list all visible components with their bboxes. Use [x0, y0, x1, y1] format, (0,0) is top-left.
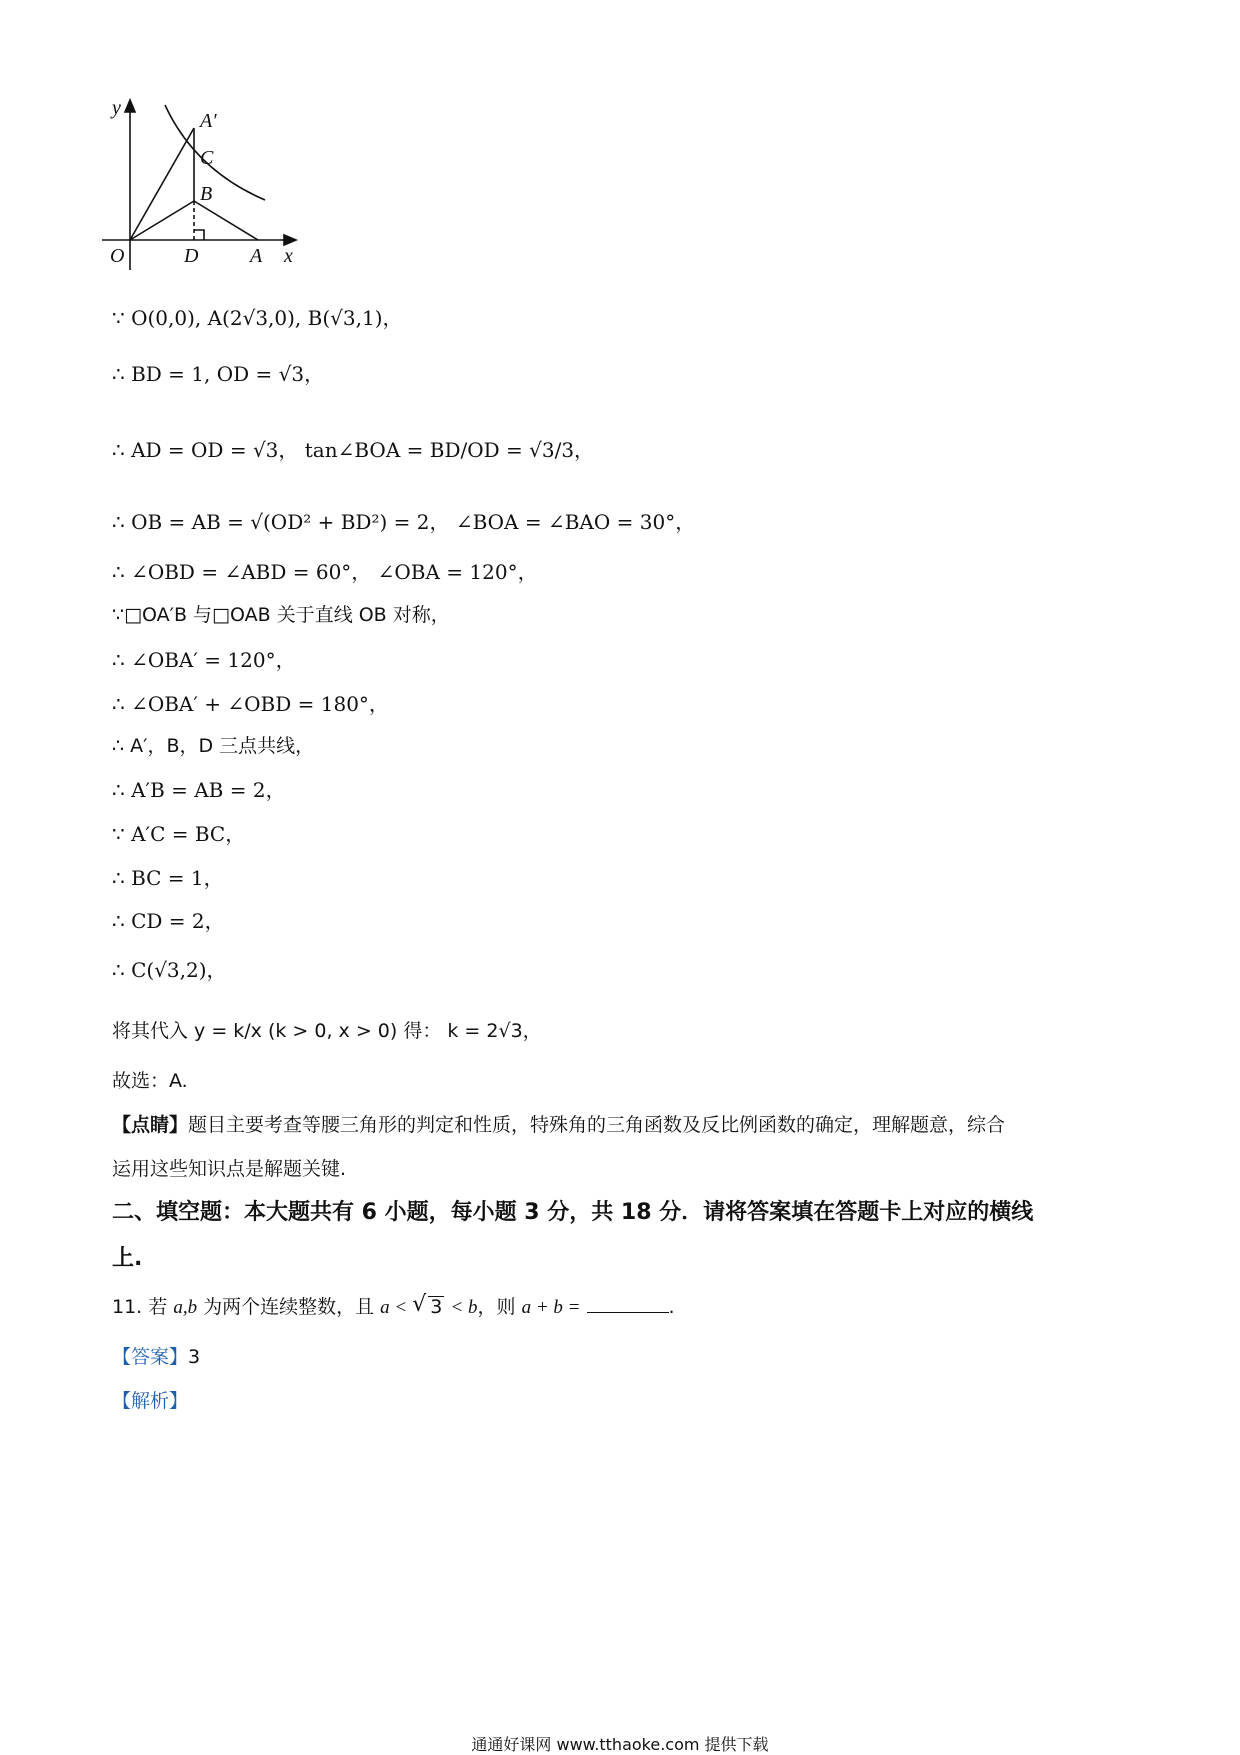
question-ineq-left: a < — [380, 1297, 408, 1318]
question-vars: a,b — [173, 1297, 198, 1318]
line-2: ∴ BD = 1, OD = √3， — [112, 362, 325, 386]
label-O: O — [110, 245, 125, 267]
line-8: ∴ ∠OBA′ + ∠OBD = 180°， — [112, 692, 389, 716]
line-4: ∴ OB = AB = √(OD² + BD²) = 2， ∠BOA = ∠BAO = 30°， — [112, 510, 696, 534]
line-9: ∴ A′，B，D 三点共线， — [112, 735, 315, 757]
question-mid: 为两个连续整数，且 — [203, 1296, 375, 1318]
question-prefix: 11. 若 — [112, 1296, 168, 1318]
question-then: ，则 — [477, 1296, 516, 1318]
geometry-figure — [110, 97, 340, 300]
label-D: D — [184, 245, 199, 267]
comment-line-2: 运用这些知识点是解题关键. — [112, 1158, 347, 1180]
answer-value: 3 — [188, 1346, 201, 1368]
coordinate-diagram — [110, 97, 340, 300]
comment-text-1: 题目主要考查等腰三角形的判定和性质，特殊角的三角函数及反比例函数的确定，理解题意，综合 — [188, 1114, 1006, 1136]
line-6: ∵□OA′B 与□OAB 关于直线 OB 对称， — [112, 604, 450, 626]
label-A: A — [250, 245, 263, 267]
comment-tag: 【点睛】 — [112, 1114, 189, 1136]
line-13: ∴ CD = 2， — [112, 909, 225, 933]
answer-blank — [587, 1294, 669, 1313]
answer-tag: 【答案】 — [112, 1346, 189, 1368]
line-14: ∴ C(√3,2)， — [112, 958, 227, 982]
sqrt-3: √ 3 — [413, 1296, 444, 1319]
analysis-tag: 【解析】 — [112, 1390, 189, 1412]
label-x: x — [284, 245, 293, 267]
line-3: ∴ AD = OD = √3， tan∠BOA = BD/OD = √3/3， — [112, 438, 595, 462]
question-11 — [112, 1294, 675, 1320]
label-y: y — [112, 97, 121, 119]
question-ineq-right: < b — [450, 1297, 478, 1318]
line-16: 故选：A. — [112, 1070, 188, 1092]
y-axis-arrow — [125, 100, 135, 112]
question-end: . — [668, 1296, 675, 1318]
section-heading-line-1: 二、填空题：本大题共有 6 小题，每小题 3 分，共 18 分．请将答案填在答题卡上对应的横线 — [112, 1200, 1034, 1225]
label-B: B — [200, 183, 213, 205]
line-7: ∴ ∠OBA′ = 120°， — [112, 648, 296, 672]
comment-line-1 — [112, 1114, 1005, 1137]
line-10: ∴ A′B = AB = 2， — [112, 778, 286, 802]
question-expr: a + b = — [521, 1297, 581, 1318]
line-1: ∵ O(0,0), A(2√3,0), B(√3,1)， — [112, 306, 403, 330]
line-5: ∴ ∠OBD = ∠ABD = 60°， ∠OBA = 120°， — [112, 560, 538, 584]
segment-OB — [130, 201, 194, 240]
line-11: ∵ A′C = BC， — [112, 822, 246, 846]
section-heading-line-2: 上. — [112, 1246, 143, 1271]
label-C: C — [200, 147, 214, 169]
right-angle-mark — [194, 230, 204, 240]
x-axis-arrow — [284, 235, 296, 245]
answer-line — [112, 1346, 200, 1369]
line-15: 将其代入 y = k/x (k > 0, x > 0) 得： k = 2√3， — [112, 1020, 542, 1042]
line-12: ∴ BC = 1， — [112, 866, 224, 890]
page-footer: 通通好课网 www.tthaoke.com 提供下载 — [471, 1735, 769, 1754]
segment-OAprime — [130, 128, 194, 240]
label-Aprime: A′ — [200, 110, 217, 132]
